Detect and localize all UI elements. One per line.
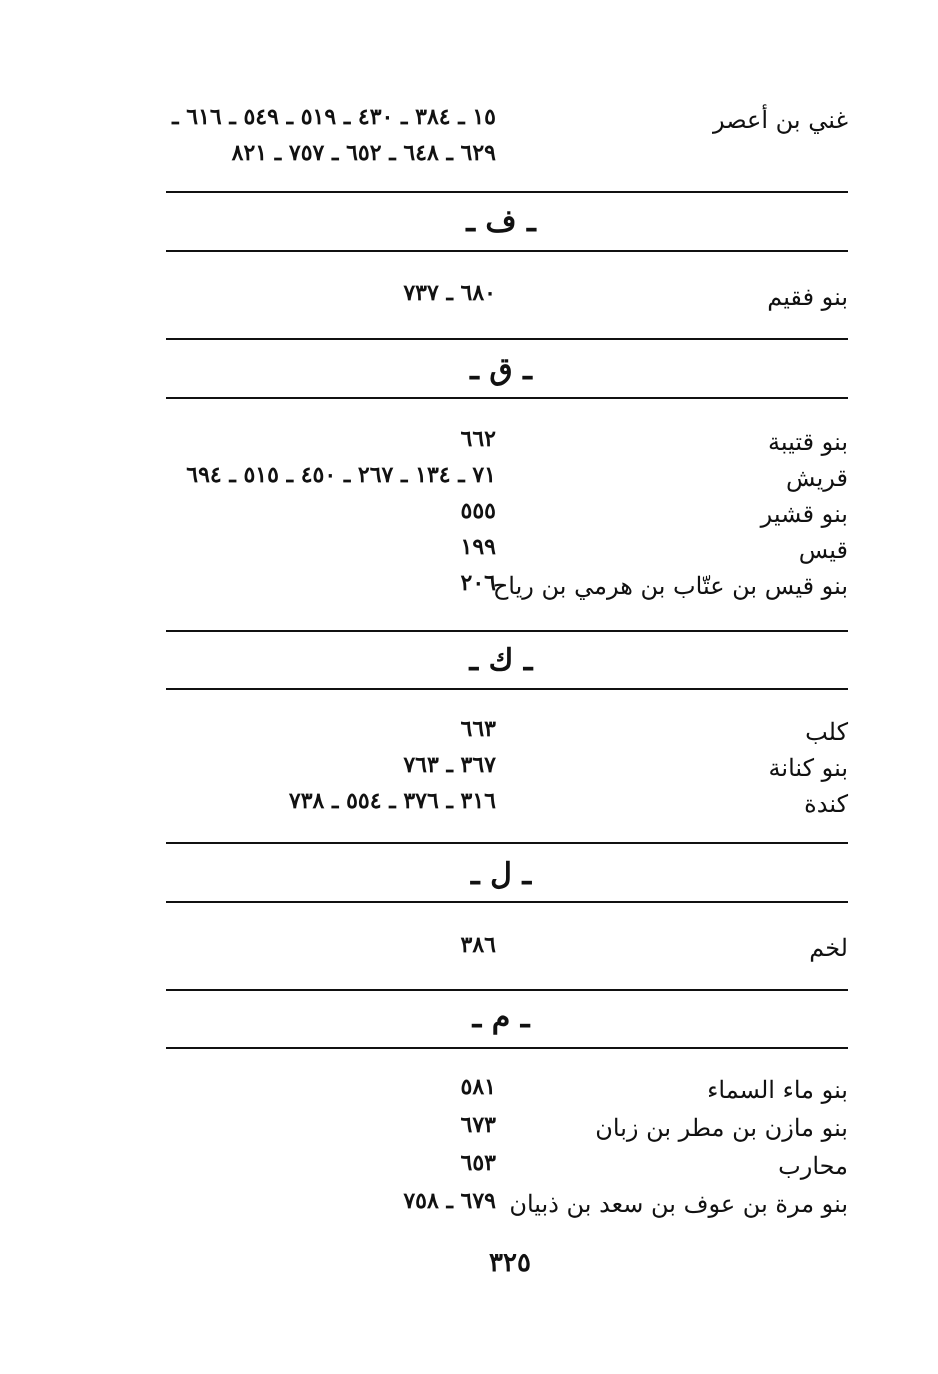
section-letter-heading: ـ ل ـ <box>470 857 532 892</box>
section-letter-heading: ـ ف ـ <box>466 204 536 239</box>
entry-name: بنو مرة بن عوف بن سعد بن ذبيان <box>509 1190 848 1218</box>
section-divider <box>166 191 848 193</box>
entry-pages: ٢٠٦ <box>460 570 496 596</box>
entry-name: محارب <box>778 1152 848 1180</box>
entry-name: كلب <box>805 718 848 746</box>
entry-name: بنو قيس بن عتّاب بن هرمي بن رياح <box>492 572 848 600</box>
section-divider <box>166 630 848 632</box>
entry-pages: ٦٧٣ <box>460 1112 496 1138</box>
section-divider <box>166 901 848 903</box>
section-letter-heading: ـ ك ـ <box>469 643 533 678</box>
section-divider <box>166 338 848 340</box>
entry-name: بنو مازن بن مطر بن زبان <box>595 1114 848 1142</box>
entry-name: بنو فقيم <box>767 283 848 311</box>
entry-pages-continued: ٦٢٩ ـ ٦٤٨ ـ ٦٥٢ ـ ٧٥٧ ـ ٨٢١ <box>231 140 496 166</box>
section-divider <box>166 989 848 991</box>
entry-name: كندة <box>804 790 848 818</box>
section-divider <box>166 688 848 690</box>
entry-name: قريش <box>786 464 848 492</box>
section-letter-heading: ـ ق ـ <box>470 352 532 387</box>
section-divider <box>166 842 848 844</box>
entry-pages: ١٥ ـ ٣٨٤ ـ ٤٣٠ ـ ٥١٩ ـ ٥٤٩ ـ ٦١٦ ـ <box>172 104 496 130</box>
entry-pages: ٦٨٠ ـ ٧٣٧ <box>403 280 496 306</box>
entry-pages: ٧١ ـ ١٣٤ ـ ٢٦٧ ـ ٤٥٠ ـ ٥١٥ ـ ٦٩٤ <box>186 462 496 488</box>
entry-name: بنو ماء السماء <box>707 1076 848 1104</box>
entry-pages: ٦٦٣ <box>460 716 496 742</box>
entry-pages: ٥٨١ <box>460 1074 496 1100</box>
entry-pages: ٦٧٩ ـ ٧٥٨ <box>403 1188 496 1214</box>
entry-pages: ١٩٩ <box>460 534 496 560</box>
page-number: ٣٢٥ <box>489 1248 531 1278</box>
entry-name: بنو كنانة <box>768 754 848 782</box>
section-letter-heading: ـ م ـ <box>472 1000 530 1035</box>
entry-name: لخم <box>809 934 848 962</box>
entry-name: بنو قتيبة <box>767 428 848 456</box>
section-divider <box>166 1047 848 1049</box>
entry-pages: ٣٨٦ <box>460 932 496 958</box>
section-divider <box>166 397 848 399</box>
section-divider <box>166 250 848 252</box>
entry-name: بنو قشير <box>760 500 848 528</box>
entry-pages: ٦٦٢ <box>460 426 496 452</box>
entry-pages: ٣١٦ ـ ٣٧٦ ـ ٥٥٤ ـ ٧٣٨ <box>288 788 496 814</box>
entry-pages: ٥٥٥ <box>460 498 496 524</box>
entry-pages: ٣٦٧ ـ ٧٦٣ <box>403 752 496 778</box>
entry-name: غني بن أعصر <box>712 106 848 134</box>
entry-name: قيس <box>798 536 848 564</box>
entry-pages: ٦٥٣ <box>460 1150 496 1176</box>
